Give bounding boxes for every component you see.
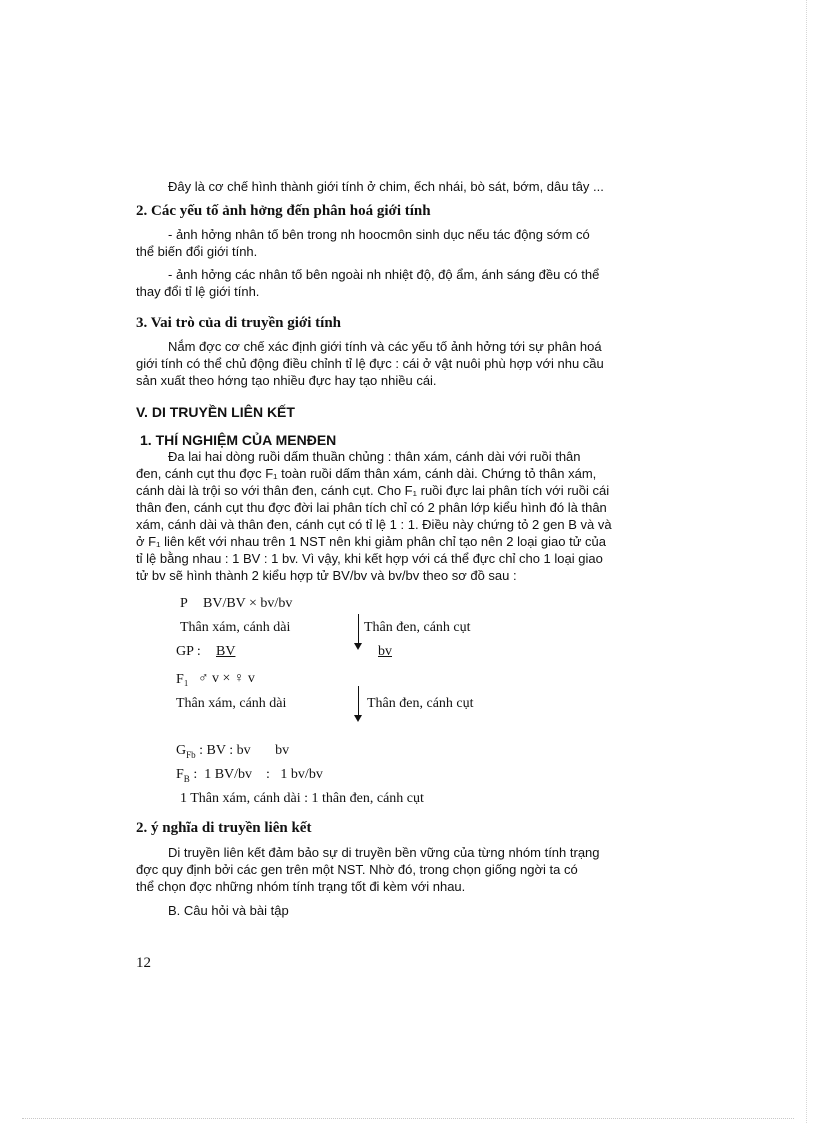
f1-arrow-head xyxy=(354,715,362,722)
part-5-heading: V. DI TRUYỀN LIÊN KẾT xyxy=(136,404,295,420)
p-arrow-line xyxy=(358,614,359,644)
gp-left-gamete: BV xyxy=(216,644,236,659)
section-2-para2-line1: - ảnh hởng các nhân tố bên ngoài nh nhiệt độ, độ ẩm, ánh sáng đều có thể xyxy=(168,267,600,282)
gp-label: GP : xyxy=(176,644,201,659)
gfb-label: G xyxy=(176,743,187,758)
experiment-line-1: Đa lai hai dòng ruồi dấm thuần chủng : thân xám, cánh dài với ruồi thân xyxy=(168,449,581,464)
gfb-values: : BV : bv bv xyxy=(195,743,290,758)
meaning-line-3: thể chọn đợc những nhóm tính trạng tốt đi kèm với nhau. xyxy=(136,879,466,894)
f1-arrow-line xyxy=(358,686,359,716)
section-2-heading: 2. Các yếu tố ảnh hởng đến phân hoá giới tính xyxy=(136,203,431,219)
section-2-para1-line1: - ảnh hởng nhân tố bên trong nh hoocmôn sinh dục nếu tác động sớm có xyxy=(168,227,590,242)
intro-line: Đây là cơ chế hình thành giới tính ở chim, ếch nhái, bò sát, bớm, dâu tây ... xyxy=(168,179,604,194)
f1-phenotype-left: Thân xám, cánh dài xyxy=(176,696,287,711)
meaning-line-1: Di truyền liên kết đảm bảo sự di truyền bền vững của từng nhóm tính trạng xyxy=(168,845,600,860)
section-3-line2: giới tính có thể chủ động điều chỉnh tỉ lệ đực : cái ở vật nuôi phù hợp với nhu cầu xyxy=(136,356,604,371)
meaning-heading: 2. ý nghĩa di truyền liên kết xyxy=(136,820,312,836)
fb-ratio: 1 Thân xám, cánh dài : 1 thân đen, cánh cụt xyxy=(180,791,424,806)
experiment-heading: 1. THÍ NGHIỆM CỦA MENĐEN xyxy=(140,432,337,448)
gfb-subscript: Fb xyxy=(186,749,196,760)
p-phenotype-left: Thân xám, cánh dài xyxy=(180,620,291,635)
section-3-line3: sản xuất theo hớng tạo nhiều đực hay tạo nhiều cái. xyxy=(136,373,437,388)
experiment-line-3: cánh dài là trội so với thân đen, cánh cụt. Cho F₁ ruồi đực lai phân tích với ruồi cái xyxy=(136,483,610,498)
experiment-line-6: ở F₁ liên kết với nhau trên 1 NST nên khi giảm phân chỉ tạo nên 2 loại giao tử của xyxy=(136,534,606,549)
p-arrow-head xyxy=(354,643,362,650)
f1-phenotype-right: Thân đen, cánh cụt xyxy=(367,696,474,711)
f1-cross: ♂ v × ♀ v xyxy=(198,671,255,686)
questions-line: B. Câu hỏi và bài tập xyxy=(168,903,289,918)
gfb-row xyxy=(176,743,289,760)
experiment-line-7: tỉ lệ bằng nhau : 1 BV : 1 bv. Vì vậy, khi kết hợp với cá thể đực chỉ cho 1 loại giao xyxy=(136,551,603,566)
fb-values: : 1 BV/bv : 1 bv/bv xyxy=(189,767,323,782)
experiment-line-2: đen, cánh cụt thu đợc F₁ toàn ruồi dấm thân xám, cánh dài. Chứng tỏ thân xám, xyxy=(136,466,597,481)
fb-label: F xyxy=(176,767,184,782)
bottom-margin-rule xyxy=(22,1118,794,1119)
right-margin-rule xyxy=(806,0,807,1123)
section-3-heading: 3. Vai trò của di truyền giới tính xyxy=(136,315,341,331)
experiment-line-8: tử bv sẽ hình thành 2 kiểu hợp tử BV/bv và bv/bv theo sơ đồ sau : xyxy=(136,568,517,583)
p-label: P xyxy=(180,596,188,611)
meaning-line-2: đợc quy định bởi các gen trên một NST. Nhờ đó, trong chọn giống ngời ta có xyxy=(136,862,578,877)
section-2-para1-line2: thể biến đổi giới tính. xyxy=(136,244,258,259)
p-phenotype-right: Thân đen, cánh cụt xyxy=(364,620,471,635)
fb-row xyxy=(176,767,323,784)
f1-label: F₁ xyxy=(176,672,189,687)
page-number: 12 xyxy=(136,955,151,971)
experiment-line-5: xám, cánh dài và thân đen, cánh cụt có tỉ lệ 1 : 1. Điều này chứng tỏ 2 gen B và và xyxy=(136,517,612,532)
p-cross: BV/BV × bv/bv xyxy=(203,596,293,611)
fb-subscript: B xyxy=(183,773,190,784)
gp-right-gamete: bv xyxy=(378,644,392,659)
section-3-line1: Nắm đợc cơ chế xác định giới tính và các yếu tố ảnh hởng tới sự phân hoá xyxy=(168,339,602,354)
experiment-line-4: thân đen, cánh cụt thu đợc đời lai phân tích chỉ có 2 phân lớp kiểu hình đó là thân xyxy=(136,500,607,515)
section-2-para2-line2: thay đổi tỉ lệ giới tính. xyxy=(136,284,260,299)
